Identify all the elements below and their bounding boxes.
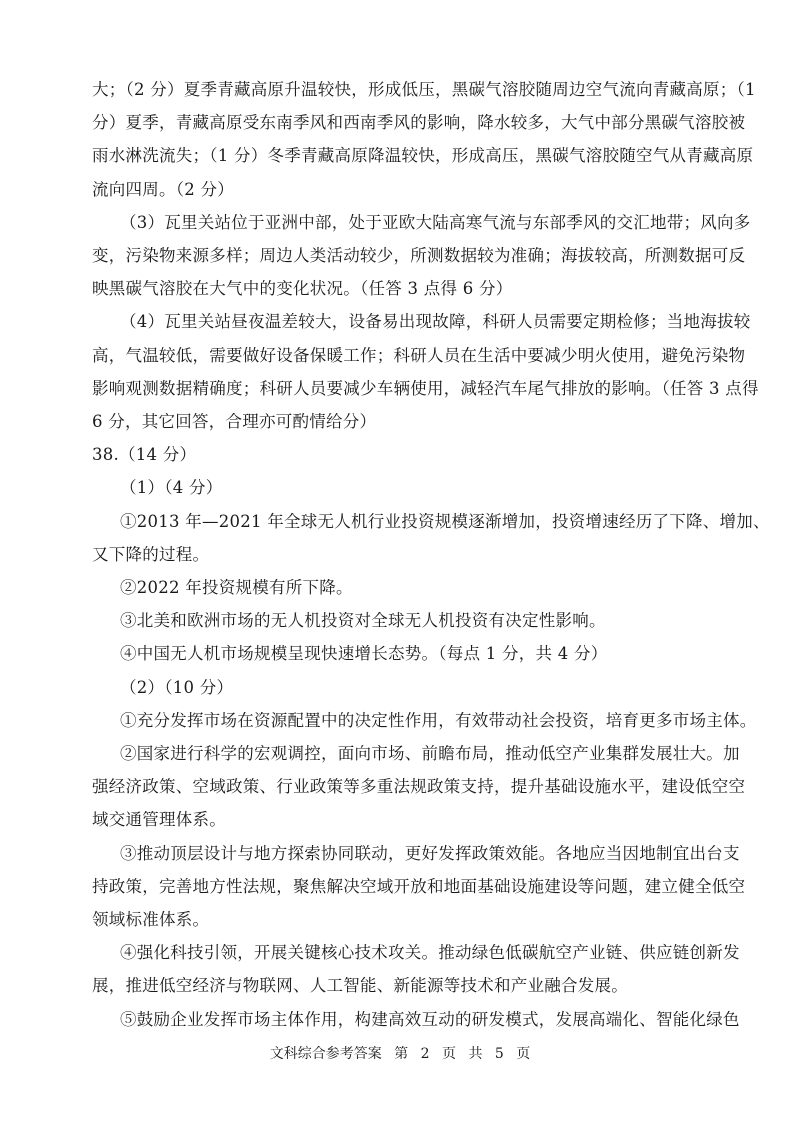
text-line: 领域标准体系。 xyxy=(92,910,210,929)
text-line: 高，气温较低，需要做好设备保暖工作；科研人员在生活中要减少明火使用，避免污染物 xyxy=(92,345,746,365)
text-line: （3）瓦里关站位于亚洲中部，处于亚欧大陆高寒气流与东部季风的交汇地带；风向多 xyxy=(120,212,751,232)
text-line: 分）夏季，青藏高原受东南季风和西南季风的影响，降水较多，大气中部分黑碳气溶胶被 xyxy=(92,113,746,133)
page-footer: 文科综合参考答案 第 2 页 共 5 页 xyxy=(269,1046,531,1062)
text-line: 又下降的过程。 xyxy=(92,544,210,564)
text-line: ⑤鼓励企业发挥市场主体作用，构建高效互动的研发模式，发展高端化、智能化绿色 xyxy=(120,1009,740,1029)
text-line: ②国家进行科学的宏观调控，面向市场、前瞻布局，推动低空产业集群发展壮大。加 xyxy=(120,744,740,763)
text-line: ①2013 年—2021 年全球无人机行业投资规模逐渐增加，投资增速经历了下降、增加、 xyxy=(120,511,770,531)
text-line: 域交通管理体系。 xyxy=(92,810,226,830)
text-line: ③推动顶层设计与地方探索协同联动，更好发挥政策效能。各地应当因地制宜出台支 xyxy=(120,843,740,863)
text-line: 雨水淋洗流失；（1 分）冬季青藏高原降温较快，形成高压，黑碳气溶胶随空气从青藏高原 xyxy=(92,146,754,166)
text-line: ④中国无人机市场规模呈现快速增长态势。（每点 1 分，共 4 分） xyxy=(120,644,608,664)
text-line: 映黑碳气溶胶在大气中的变化状况。（任答 3 点得 6 分） xyxy=(92,279,513,299)
text-line: 持政策，完善地方性法规，聚焦解决空域开放和地面基础设施建设等问题，建立健全低空 xyxy=(92,876,746,896)
question-number: 38.（14 分） xyxy=(92,445,197,465)
text-line: 强经济政策、空域政策、行业政策等多重法规政策支持，提升基础设施水平，建设低空空 xyxy=(92,777,746,797)
text-line: （4）瓦里关站昼夜温差较大，设备易出现故障，科研人员需要定期检修；当地海拔较 xyxy=(120,312,751,332)
text-line: ①充分发挥市场在资源配置中的决定性作用，有效带动社会投资，培育更多市场主体。 xyxy=(120,710,757,730)
sub-question-heading: （1）（4 分） xyxy=(120,478,223,498)
text-line: 展，推进低空经济与物联网、人工智能、新能源等技术和产业融合发展。 xyxy=(92,976,628,996)
text-line: ④强化科技引领，开展关键核心技术攻关。推动绿色低碳航空产业链、供应链创新发 xyxy=(120,943,740,963)
sub-question-heading: （2）（10 分） xyxy=(120,677,234,697)
text-line: 大；（2 分）夏季青藏高原升温较快，形成低压，黑碳气溶胶随周边空气流向青藏高原；（1 xyxy=(92,80,756,99)
text-line: ③北美和欧洲市场的无人机投资对全球无人机投资有决定性影响。 xyxy=(120,611,606,631)
text-line: 影响观测数据精确度；科研人员要减少车辆使用，减轻汽车尾气排放的影响。（任答 3 点得 xyxy=(92,378,759,398)
text-line: 6 分，其它回答，合理亦可酌情给分） xyxy=(92,412,377,431)
text-line: ②2022 年投资规模有所下降。 xyxy=(120,578,353,597)
text-line: 变，污染物来源多样；周边人类活动较少，所测数据较为准确；海拔较高，所测数据可反 xyxy=(92,246,746,265)
text-line: 流向四周。（2 分） xyxy=(92,179,234,199)
